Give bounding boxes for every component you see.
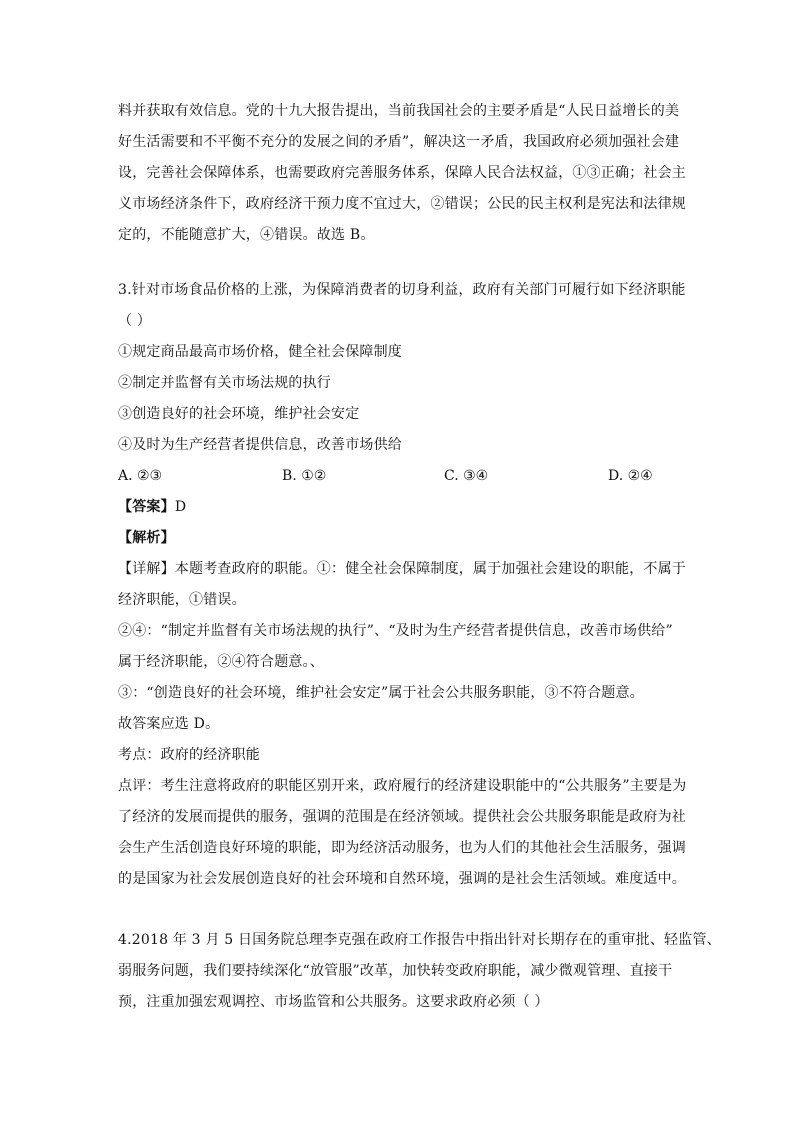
question-stem: 4.2018 年 3 月 5 日国务院总理李克强在政府工作报告中指出针对长期存在的重审批、轻监管、 <box>118 932 721 948</box>
option-d: D. ②④ <box>608 468 653 484</box>
detail-line: 点评：考生注意将政府的职能区别开来，政府履行的经济建设职能中的“公共服务”主要是为 <box>118 778 687 794</box>
answer-options <box>118 461 678 492</box>
detail-line: ③：“创造良好的社会环境，维护社会安定”属于社会公共服务职能，③不符合题意。 <box>118 685 644 701</box>
document-page <box>118 96 721 1018</box>
option-a: A. ②③ <box>118 468 163 484</box>
text-line: 定的，不能随意扩大，④错误。故选 B。 <box>118 227 375 243</box>
question-4 <box>118 925 721 1018</box>
question-3 <box>118 275 687 895</box>
detail-line: 了经济的发展而提供的服务，强调的范围是在经济领域。提供社会公共服务职能是政府为社 <box>118 809 686 825</box>
text-line: 义市场经济条件下，政府经济干预力度不宜过大，②错误；公民的民主权利是宪法和法律规 <box>118 196 686 212</box>
detail-line: 【详解】本题考查政府的职能。①：健全社会保障制度，属于加强社会建设的职能，不属于 <box>118 561 686 577</box>
text-line: 设，完善社会保障体系，也需要政府完善服务体系，保障人民合法权益，①③正确；社会主 <box>118 165 686 181</box>
question-stem: 弱服务问题，我们要持续深化“放管服”改革，加快转变政府职能，减少微观管理、直接干 <box>118 963 673 979</box>
answer-line <box>118 492 678 523</box>
detail-line: ②④：“制定并监督有关市场法规的执行”、“及时为生产经营者提供信息，改善市场供给” <box>118 623 673 639</box>
text-line: 好生活需要和不平衡不充分的发展之间的矛盾”，解决这一矛盾，我国政府必须加强社会建 <box>118 134 680 150</box>
previous-answer-paragraph <box>118 96 686 251</box>
analysis-label: 【解析】 <box>118 530 175 546</box>
detail-line: 会生产生活创造良好环境的职能，即为经济活动服务，也为人们的其他社会生活服务，强调 <box>118 840 686 856</box>
spacer <box>118 895 678 925</box>
statement-item: ③创造良好的社会环境，维护社会安定 <box>118 406 360 422</box>
text-line: 料并获取有效信息。党的十九大报告提出，当前我国社会的主要矛盾是“人民日益增长的美 <box>118 103 680 119</box>
detail-line: 经济职能，①错误。 <box>118 592 246 608</box>
answer-label: 【答案】 <box>118 499 175 515</box>
detail-line: 属于经济职能，②④符合题意。、 <box>118 654 324 670</box>
detail-line: 考点：政府的经济职能 <box>118 747 260 763</box>
question-stem: （ ） <box>118 313 152 329</box>
detail-line: 故答案应选 D。 <box>118 716 220 732</box>
option-b: B. ①② <box>282 468 327 484</box>
question-stem: 3.针对市场食品价格的上涨，为保障消费者的切身利益，政府有关部门可履行如下经济职能 <box>118 282 686 298</box>
question-stem: 预，注重加强宏观调控、市场监管和公共服务。这要求政府必须（ ） <box>118 994 549 1010</box>
option-c: C. ③④ <box>444 468 489 484</box>
statement-item: ①规定商品最高市场价格，健全社会保障制度 <box>118 344 402 360</box>
answer-value: D <box>174 499 187 515</box>
spacer <box>118 251 678 275</box>
statement-item: ④及时为生产经营者提供信息，改善市场供给 <box>118 437 402 453</box>
statement-item: ②制定并监督有关市场法规的执行 <box>118 375 331 391</box>
detail-line: 的是国家为社会发展创造良好的社会环境和自然环境，强调的是社会生活领域。难度适中。 <box>118 871 686 887</box>
